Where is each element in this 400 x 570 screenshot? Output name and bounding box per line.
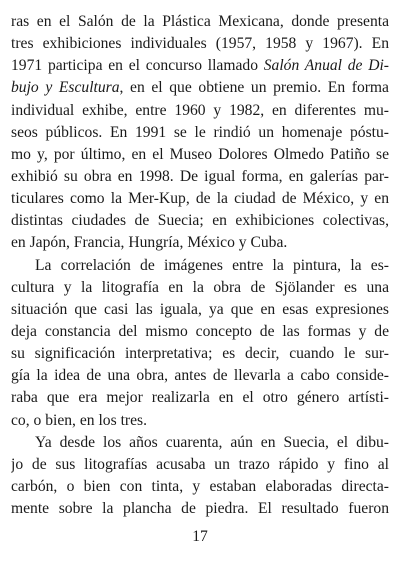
italic-title: bujo y Escultura — [11, 79, 120, 97]
text-segment: Ya desde los años cuarenta, aún en Suecia, el dibu- — [35, 433, 389, 451]
text-line — [11, 365, 389, 387]
text-line — [11, 432, 389, 454]
text-segment: su significación interpretativa; es decir, cuando le sur- — [11, 345, 389, 363]
text-segment: raba que era mejor realizarla en el otro género artísti- — [11, 389, 389, 407]
text-line — [11, 255, 389, 277]
text-segment: situación que casi las iguala, ya que en esas expresiones — [11, 300, 389, 318]
text-line — [11, 454, 389, 476]
text-segment: distintas ciudades de Suecia; en exhibiciones colectivas, — [11, 212, 389, 230]
text-segment: , en el que obtiene un premio. En forma — [119, 79, 389, 97]
text-segment: La correlación de imágenes entre la pintura, la es- — [35, 256, 389, 274]
text-segment: carbón, o bien con tinta, y estaban elaboradas directa- — [11, 477, 389, 495]
text-line — [11, 476, 389, 498]
text-line — [11, 498, 389, 520]
text-line — [11, 299, 389, 321]
text-segment: gía la idea de una obra, antes de llevarla a cabo conside- — [11, 367, 389, 385]
text-segment: exhibió su obra en 1998. De igual forma, en galerías par- — [11, 167, 389, 185]
text-line — [11, 100, 389, 122]
text-segment: en Japón, Francia, Hungría, México y Cuba. — [11, 234, 288, 252]
text-segment: 1971 participa en el concurso llamado — [11, 57, 264, 75]
text-line — [11, 55, 389, 77]
page-number: 17 — [192, 528, 208, 545]
text-segment: ticulares como la Mer-Kup, de la ciudad de México, y en — [11, 190, 389, 208]
text-segment: mente sobre la plancha de piedra. El resultado fueron — [11, 500, 389, 518]
italic-title: Salón Anual de Di- — [263, 57, 389, 75]
text-line — [11, 410, 389, 432]
text-segment: mo y, por último, en el Museo Dolores Olmedo Patiño se — [11, 145, 389, 163]
text-segment: seos públicos. En 1991 se le rindió un homenaje póstu- — [11, 123, 389, 141]
text-line — [11, 33, 389, 55]
text-line — [11, 144, 389, 166]
text-segment: individual exhibe, entre 1960 y 1982, en diferentes mu- — [11, 101, 389, 119]
text-line — [11, 277, 389, 299]
text-line — [11, 210, 389, 232]
text-segment: cultura y la litografía en la obra de Sjölander es una — [11, 278, 389, 296]
text-segment: ras en el Salón de la Plástica Mexicana, donde presenta — [11, 13, 389, 30]
text-line — [11, 321, 389, 343]
text-line — [11, 387, 389, 409]
text-line — [11, 232, 389, 254]
text-segment: deja constancia del mismo concepto de las formas y de — [11, 322, 389, 340]
text-segment: tres exhibiciones individuales (1957, 1958 y 1967). En — [11, 35, 389, 53]
text-line — [11, 11, 389, 33]
text-line — [11, 166, 389, 188]
text-segment: co, o bien, en los tres. — [11, 411, 147, 429]
text-line — [11, 188, 389, 210]
text-line — [11, 343, 389, 365]
text-line — [11, 122, 389, 144]
text-line — [11, 77, 389, 99]
body-text — [11, 11, 389, 520]
text-segment: jo de sus litografías acusaba un trazo rápido y fino al — [11, 455, 389, 473]
